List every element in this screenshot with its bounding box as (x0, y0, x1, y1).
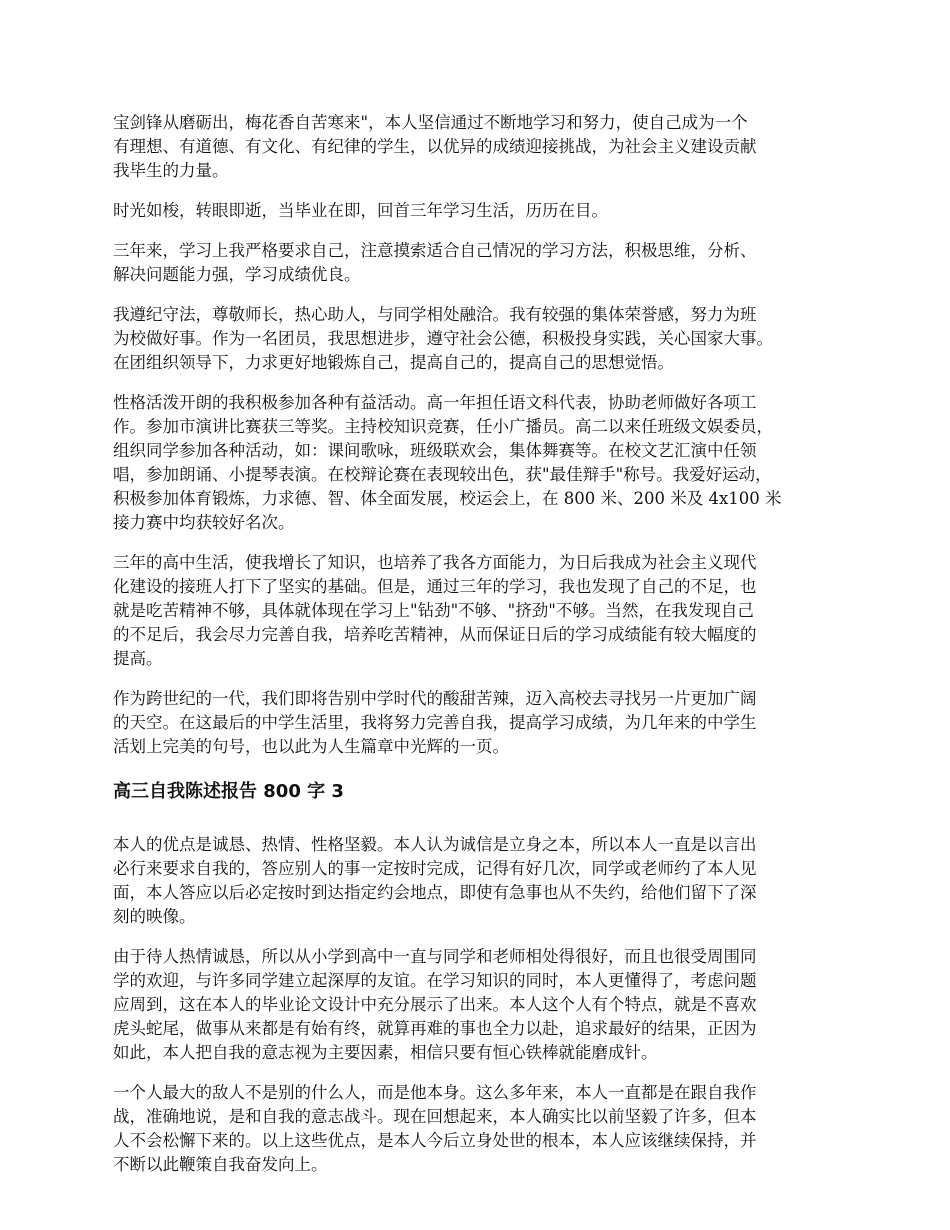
text-line: 宝剑锋从磨砺出，梅花香自苦寒来"，本人坚信通过不断地学习和努力，使自己成为一个 (113, 113, 748, 132)
paragraph (113, 833, 843, 929)
paragraph (113, 551, 843, 671)
paragraph (113, 239, 843, 287)
text-line: 一个人最大的敌人不是别的什么人，而是他本身。这么多年来，本人一直都是在跟自我作 (113, 1083, 757, 1102)
text-line: 性格活泼开朗的我积极参加各种有益活动。高一年担任语文科代表，协助老师做好各项工 (113, 393, 757, 412)
text-line: 我遵纪守法，尊敬师长，热心助人，与同学相处融洽。我有较强的集体荣誉感，努力为班 (113, 305, 757, 324)
paragraph (113, 687, 843, 759)
paragraph (113, 303, 843, 375)
text-line: 时光如梭，转眼即逝，当毕业在即，回首三年学习生活，历历在目。 (113, 201, 608, 220)
text-line: 就是吃苦精神不够，具体就体现在学习上"钻劲"不够、"挤劲"不够。当然，在我发现自己 (113, 601, 754, 620)
text-line: 不断以此鞭策自我奋发向上。 (113, 1155, 328, 1174)
document-page (113, 111, 843, 1193)
text-line: 有理想、有道德、有文化、有纪律的学生，以优异的成绩迎接挑战，为社会主义建设贡献 (113, 137, 757, 156)
text-line: 唱，参加朗诵、小提琴表演。在校辩论赛在表现较出色，获"最佳辩手"称号。我爱好运动， (113, 465, 772, 484)
paragraph (113, 945, 843, 1065)
text-line: 在团组织领导下，力求更好地锻炼自己，提高自己的，提高自己的思想觉悟。 (113, 353, 674, 372)
text-line: 三年来，学习上我严格要求自己，注意摸索适合自己情况的学习方法，积极思维，分析、 (113, 241, 757, 260)
text-line: 战，准确地说，是和自我的意志战斗。现在回想起来，本人确实比以前坚毅了许多，但本 (113, 1107, 757, 1126)
section-heading: 高三自我陈述报告 800 字 3 (113, 781, 344, 802)
text-line: 本人的优点是诚恳、热情、性格坚毅。本人认为诚信是立身之本，所以本人一直是以言出 (113, 835, 757, 854)
text-line: 接力赛中均获较好名次。 (113, 513, 295, 532)
text-line: 为校做好事。作为一名团员，我思想进步，遵守社会公德，积极投身实践，关心国家大事。 (113, 329, 773, 348)
text-line: 提高。 (113, 649, 163, 668)
text-line: 我毕生的力量。 (113, 161, 229, 180)
text-line: 活划上完美的句号，也以此为人生篇章中光辉的一页。 (113, 737, 509, 756)
paragraph (113, 391, 843, 535)
text-line: 作为跨世纪的一代，我们即将告别中学时代的酸甜苦辣，迈入高校去寻找另一片更加广阔 (113, 689, 757, 708)
text-line: 应周到，这在本人的毕业论文设计中充分展示了出来。本人这个人有个特点，就是不喜欢 (113, 995, 757, 1014)
text-line: 虎头蛇尾，做事从来都是有始有终，就算再难的事也全力以赴，追求最好的结果，正因为 (113, 1019, 757, 1038)
text-line: 如此，本人把自我的意志视为主要因素，相信只要有恒心铁棒就能磨成针。 (113, 1043, 658, 1062)
paragraph (113, 1081, 843, 1177)
text-line: 解决问题能力强，学习成绩优良。 (113, 265, 361, 284)
text-line: 作。参加市演讲比赛获三等奖。主持校知识竞赛，任小广播员。高二以来任班级文娱委员， (113, 417, 773, 436)
text-line: 的不足后，我会尽力完善自我，培养吃苦精神，从而保证日后的学习成绩能有较大幅度的 (113, 625, 757, 644)
text-line: 人不会松懈下来的。以上这些优点，是本人今后立身处世的根本，本人应该继续保持，并 (113, 1131, 757, 1150)
paragraph (113, 199, 843, 223)
body-after-heading (113, 833, 843, 1177)
paragraph (113, 111, 843, 183)
text-line: 的天空。在这最后的中学生活里，我将努力完善自我，提高学习成绩，为几年来的中学生 (113, 713, 757, 732)
text-line: 化建设的接班人打下了坚实的基础。但是，通过三年的学习，我也发现了自己的不足，也 (113, 577, 757, 596)
body-before-heading (113, 111, 843, 759)
text-line: 由于待人热情诚恳，所以从小学到高中一直与同学和老师相处得很好，而且也很受周围同 (113, 947, 757, 966)
text-line: 刻的映像。 (113, 907, 196, 926)
text-line: 学的欢迎，与许多同学建立起深厚的友谊。在学习知识的同时，本人更懂得了，考虑问题 (113, 971, 757, 990)
text-line: 必行来要求自我的，答应别人的事一定按时完成，记得有好几次，同学或老师约了本人见 (113, 859, 757, 878)
text-line: 面，本人答应以后必定按时到达指定约会地点，即使有急事也从不失约，给他们留下了深 (113, 883, 757, 902)
text-line: 组织同学参加各种活动，如：课间歌咏，班级联欢会，集体舞赛等。在校文艺汇演中任领 (113, 441, 757, 460)
text-line: 积极参加体育锻炼，力求德、智、体全面发展，校运会上，在 800 米、200 米及 4x100 米 (113, 489, 782, 508)
text-line: 三年的高中生活，使我增长了知识，也培养了我各方面能力，为日后我成为社会主义现代 (113, 553, 757, 572)
